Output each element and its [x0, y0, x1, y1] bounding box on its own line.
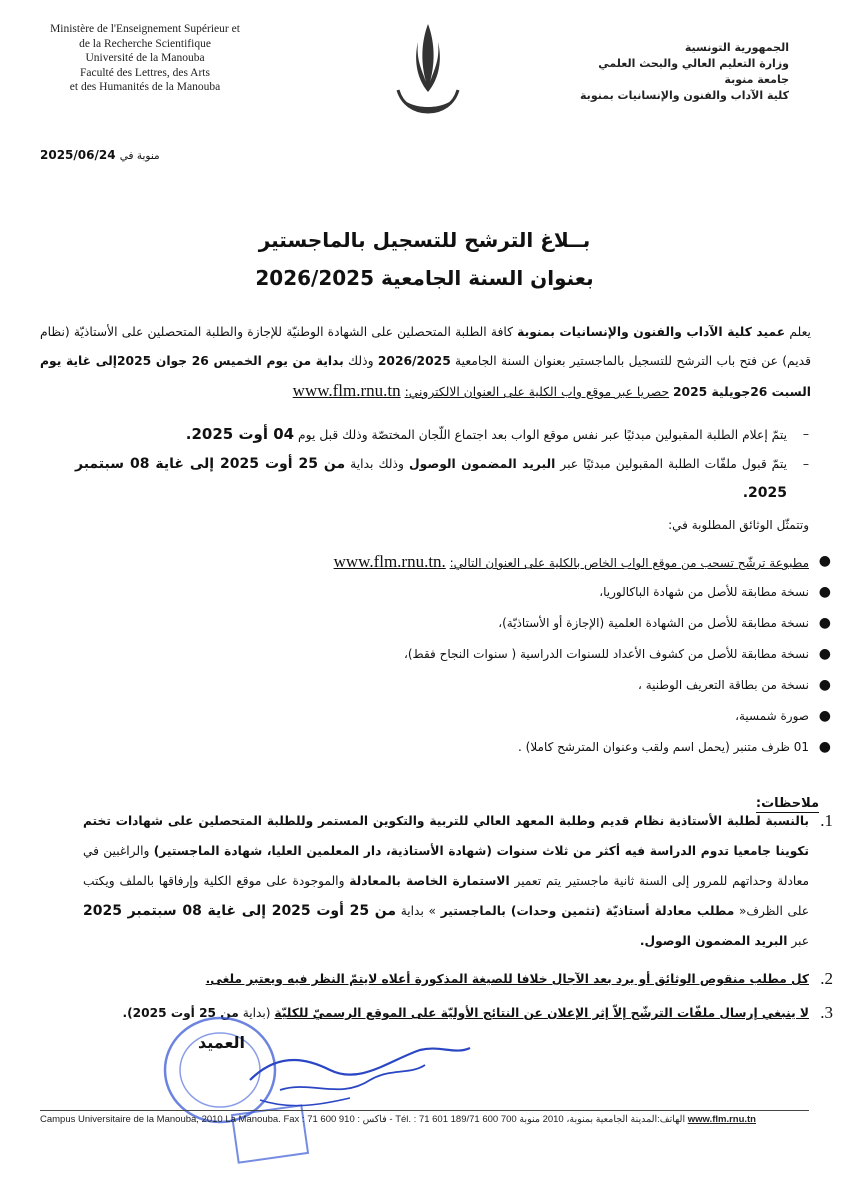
intro-text-a: يعلم	[789, 325, 811, 339]
dash-item-1	[75, 420, 809, 450]
note-3-bold2: من 25 أوت 2025).	[122, 1006, 239, 1020]
notes-heading: ملاحظات:	[755, 796, 819, 811]
intro-text-f: حصريا عبر موقع واب الكلية على العنوان الالكتروني:	[404, 385, 670, 399]
note-2	[83, 964, 833, 994]
doc-text: نسخة مطابقة للأصل من شهادة الباكالوريا،	[599, 585, 809, 599]
doc-text: صورة شمسية،	[735, 709, 809, 723]
list-item	[74, 546, 831, 577]
documents-list	[74, 546, 831, 763]
intro-dates: بداية من يوم الخميس 26 جوان 2025إلى غاية يوم السبت 26جويلية 2025	[40, 354, 811, 399]
bullet-icon: ●	[818, 677, 831, 693]
note-1-text1: والراغبين في معادلة وحداتهم للمرور إلى السنة ثانية ماجستير يتم تعمير	[83, 844, 810, 888]
note-1	[83, 806, 833, 956]
note-3-text1: (بداية	[242, 1006, 271, 1020]
dash-item-1-date: 04 أوت 2025.	[185, 425, 295, 443]
note-1-dates: من 25 أوت 2025 إلى غاية 08 سبتمبر 2025	[83, 903, 397, 919]
bullet-icon: ●	[818, 584, 831, 600]
handwritten-signature	[220, 1010, 480, 1160]
footer-contact: Campus Universitaire de la Manouba, 2010 La Manouba. Fax : 71 600 910 : فاكس - Tél. : 71 601 189/71 600 700 الهاتف:المدينة الجامعية بمنوبة، 2010 منوبة	[40, 1114, 686, 1125]
document-date	[40, 148, 160, 162]
dash-item-2	[75, 450, 809, 508]
bullet-icon: ●	[818, 646, 831, 662]
ministry-line-ar: وزارة التعليم العالي والبحث العلمي	[598, 57, 789, 70]
dash-item-1-text: يتمّ إعلام الطلبة المقبولين مبدئيًا عبر نفس موقع الواب بعد اجتماع اللّجان المختصّة وذلك قبل يوم	[298, 428, 787, 442]
bullet-icon: ●	[818, 615, 831, 631]
ministry-line-2: de la Recherche Scientifique	[79, 37, 211, 50]
note-1-text3: » بداية	[400, 904, 436, 918]
signature-title: العميد	[198, 1033, 246, 1052]
note-2-text: كل مطلب منقوص الوثائق أو يرد بعد الآجال خلافا للصيغة المذكورة أعلاه لايتمّ النظر فيه ويعتبر ملغى.	[205, 972, 809, 986]
intro-url-link[interactable]: www.flm.rnu.tn	[292, 381, 401, 400]
dash-item-2-dates: من 25 أوت 2025 إلى غاية 08 سبتمبر 2025.	[75, 456, 787, 501]
university-name: Université de la Manouba	[85, 52, 205, 64]
note-number: 2.	[820, 969, 833, 988]
list-item	[74, 701, 831, 732]
note-1-bold5: البريد المضمون الوصول.	[639, 934, 788, 948]
doc-text: نسخة مطابقة للأصل من كشوف الأعداد للسنوات الدراسية ( سنوات النجاح فقط)،	[404, 647, 809, 661]
faculty-line-1: Faculté des Lettres, des Arts	[80, 66, 210, 79]
footer-url-link[interactable]: www.flm.rnu.tn	[687, 1114, 756, 1125]
page-subtitle: بعنوان السنة الجامعية 2026/2025	[255, 266, 594, 290]
bullet-icon: ●	[818, 739, 831, 755]
dash-item-2-text2: وذلك بداية	[350, 457, 404, 471]
bullet-icon: ●	[818, 708, 831, 724]
doc-text: نسخة من بطاقة التعريف الوطنية ،	[638, 678, 809, 692]
bullet-icon: ●	[818, 553, 831, 569]
note-3-bold1: لا ينبغي إرسال ملفّات الترشّح إلاّ إثر الإعلان عن النتائج الأوليّة على الموقع الرسميّ للكليّة	[274, 1006, 809, 1020]
dash-marker: –	[802, 457, 809, 471]
note-1-text4: عبر	[791, 934, 809, 948]
list-item	[74, 670, 831, 701]
note-number: 1.	[820, 811, 833, 830]
note-1-bold2: الاستمارة الخاصة بالمعادلة	[349, 874, 510, 888]
intro-year: 2026/2025	[377, 354, 451, 368]
university-line-ar: جامعة منوبة	[724, 73, 789, 86]
page-footer	[40, 1114, 809, 1125]
ministry-line-1: Ministère de l'Enseignement Supérieur et	[50, 23, 240, 35]
header-french	[30, 22, 260, 95]
faculty-line-ar: كلية الآداب والفنون والإنسانيات بمنوبة	[580, 89, 789, 102]
intro-text-c: كافة الطلبة المتحصلين على الشهادة الوطنيّة للإجازة والطلبة المتحصلين على الأستاذيّة (نظام قديم) عن فتح باب الترشح للتسجيل بالماجستير بعنوان السنة الجامعية	[40, 325, 811, 368]
doc-url-link[interactable]: www.flm.rnu.tn.	[333, 552, 446, 571]
header-arabic	[569, 40, 789, 104]
list-item	[74, 608, 831, 639]
list-item	[74, 639, 831, 670]
intro-dean: عميد كلية الآداب والفنون والإنسانيات بمنوبة	[517, 325, 786, 339]
note-1-text2: والموجودة على موقع الكلية وإرفاقها بالملف ويكتب على الظرف«	[83, 874, 810, 918]
list-item	[74, 732, 831, 763]
doc-text: نسخة مطابقة للأصل من الشهادة العلمية (الإجازة أو الأستاذيّة)،	[498, 616, 809, 630]
note-1-bold1: بالنسبة لطلبة الأستاذية نظام قديم وطلبة المعهد العالي للتربية والتكوين المستمر وللطلبة المتحصلين على شهادات تختم تكوينا جامعيا تدوم الدراسة فيه أكثر من ثلاث سنوات (شهادة الأستاذية، دار المعلمين العليا، شهادة الماجستير)	[83, 814, 809, 858]
list-item	[74, 577, 831, 608]
date-label: منوبة في	[119, 150, 160, 162]
documents-intro: وتتمثّل الوثائق المطلوبة في:	[668, 518, 809, 532]
page-title: بــلاغ الترشح للتسجيل بالماجستير	[258, 228, 591, 252]
faculty-line-2: et des Humanités de la Manouba	[69, 81, 221, 93]
note-number: 3.	[820, 1003, 833, 1022]
republic-line: الجمهورية التونسية	[684, 41, 789, 54]
faculty-logo	[392, 20, 464, 120]
dash-marker: –	[802, 427, 809, 441]
date-value: 2025/06/24	[40, 148, 116, 162]
footer-divider	[40, 1110, 809, 1111]
intro-text-d: وذلك	[348, 354, 374, 368]
doc-text: مطبوعة ترشّح تسحب من موقع الواب الخاص بالكلية على العنوان التالي:	[449, 556, 809, 570]
note-1-bold3: مطلب معادلة أستاذيّة (تثمين وحدات) بالماجستير	[440, 904, 735, 918]
doc-text: 01 ظرف متنبر (يحمل اسم ولقب وعنوان المترشح كاملا) .	[518, 740, 809, 754]
dash-item-2-registered-mail: البريد المضمون الوصول	[408, 457, 556, 471]
dash-item-2-text: يتمّ قبول ملفّات الطلبة المقبولين مبدئيًا عبر	[560, 457, 787, 471]
intro-paragraph	[40, 318, 811, 407]
